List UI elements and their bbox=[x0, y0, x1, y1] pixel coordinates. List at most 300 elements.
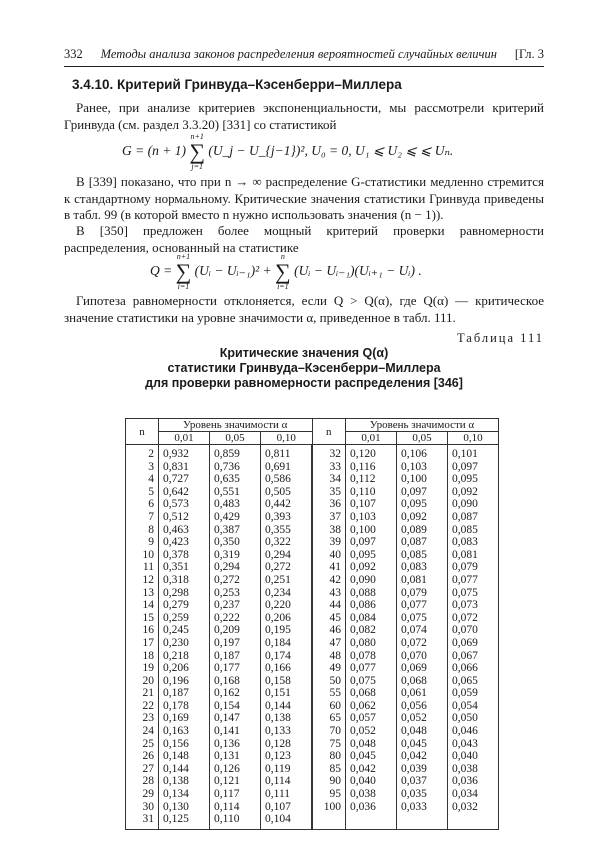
cell-value: 0,727 bbox=[159, 473, 210, 486]
cell-n: 40 bbox=[312, 549, 346, 562]
table-row bbox=[126, 498, 499, 511]
page-number: 332 bbox=[64, 47, 83, 61]
cell-value: 0,387 bbox=[210, 524, 261, 537]
cell-value: 0,103 bbox=[397, 461, 448, 474]
paragraph-1: Ранее, при анализе критериев экспоненциальности, мы рассмотрели критерий Гринвуда (см. раздел 3.3.20) [331] со статистикой bbox=[64, 100, 544, 132]
table-row bbox=[126, 687, 499, 700]
cell-value: 0,036 bbox=[448, 775, 499, 788]
table-row bbox=[126, 599, 499, 612]
cell-value: 0,512 bbox=[159, 511, 210, 524]
cell-n: 26 bbox=[126, 750, 159, 763]
table-body bbox=[126, 445, 499, 830]
cell-value: 0,070 bbox=[448, 624, 499, 637]
cell-value: 0,294 bbox=[210, 561, 261, 574]
cell-value: 0,110 bbox=[346, 486, 397, 499]
cell-value: 0,054 bbox=[448, 700, 499, 713]
cell-n: 24 bbox=[126, 725, 159, 738]
cell-n: 9 bbox=[126, 536, 159, 549]
cell-n: 44 bbox=[312, 599, 346, 612]
sum-symbol: n+1 ∑ j=1 bbox=[189, 132, 206, 171]
header-n-left: n bbox=[126, 419, 159, 445]
cell-value: 0,092 bbox=[448, 486, 499, 499]
header-level-right: Уровень значимости α bbox=[346, 419, 499, 432]
cell-n: 43 bbox=[312, 587, 346, 600]
formula-q-left: Q = bbox=[150, 263, 173, 279]
cell-value: 0,095 bbox=[346, 549, 397, 562]
cell-n: 15 bbox=[126, 612, 159, 625]
cell-n: 17 bbox=[126, 637, 159, 650]
cell-n: 46 bbox=[312, 624, 346, 637]
cell-value: 0,220 bbox=[261, 599, 313, 612]
cell-value bbox=[346, 813, 397, 829]
cell-value: 0,120 bbox=[346, 445, 397, 461]
cell-n: 11 bbox=[126, 561, 159, 574]
table-row bbox=[126, 511, 499, 524]
table-row bbox=[126, 763, 499, 776]
table-row bbox=[126, 574, 499, 587]
cell-value: 0,222 bbox=[210, 612, 261, 625]
cell-n: 32 bbox=[312, 445, 346, 461]
cell-value: 0,103 bbox=[346, 511, 397, 524]
cell-value: 0,038 bbox=[346, 788, 397, 801]
cell-value: 0,037 bbox=[397, 775, 448, 788]
cell-value: 0,177 bbox=[210, 662, 261, 675]
cell-value: 0,077 bbox=[397, 599, 448, 612]
cell-n: 35 bbox=[312, 486, 346, 499]
cell-n: 10 bbox=[126, 549, 159, 562]
sum-lower-limit: j=1 bbox=[191, 162, 203, 171]
cell-n: 38 bbox=[312, 524, 346, 537]
cell-value: 0,318 bbox=[159, 574, 210, 587]
cell-value: 0,253 bbox=[210, 587, 261, 600]
cell-n: 80 bbox=[312, 750, 346, 763]
header-alpha-010-left: 0,10 bbox=[261, 432, 313, 445]
table-row bbox=[126, 725, 499, 738]
table-row bbox=[126, 637, 499, 650]
table-row bbox=[126, 461, 499, 474]
table-number: Таблица 111 bbox=[456, 331, 544, 345]
sum1-upper-limit: n+1 bbox=[176, 252, 191, 261]
cell-value: 0,322 bbox=[261, 536, 313, 549]
cell-value: 0,052 bbox=[346, 725, 397, 738]
cell-value: 0,080 bbox=[346, 637, 397, 650]
cell-value: 0,126 bbox=[210, 763, 261, 776]
cell-n: 85 bbox=[312, 763, 346, 776]
cell-value: 0,111 bbox=[261, 788, 313, 801]
cell-value: 0,393 bbox=[261, 511, 313, 524]
cell-value: 0,831 bbox=[159, 461, 210, 474]
cell-value: 0,072 bbox=[397, 637, 448, 650]
cell-n: 12 bbox=[126, 574, 159, 587]
cell-n: 45 bbox=[312, 612, 346, 625]
cell-value: 0,079 bbox=[448, 561, 499, 574]
cell-n: 95 bbox=[312, 788, 346, 801]
cell-n: 75 bbox=[312, 738, 346, 751]
cell-value: 0,859 bbox=[210, 445, 261, 461]
table-caption-line-3: для проверки равномерности распределения [346] bbox=[145, 376, 463, 390]
section-title: 3.4.10. Критерий Гринвуда–Кэсенберри–Миллера bbox=[72, 77, 402, 92]
table-row bbox=[126, 750, 499, 763]
cell-value: 0,166 bbox=[261, 662, 313, 675]
paragraph-3: В [350] предложен более мощный критерий проверки равномерности распределения, основанный на статистике bbox=[64, 223, 544, 255]
cell-value: 0,133 bbox=[261, 725, 313, 738]
cell-value: 0,070 bbox=[397, 650, 448, 663]
running-title: Методы анализа законов распределения вероятностей случайных величин bbox=[100, 47, 497, 61]
cell-value: 0,052 bbox=[397, 712, 448, 725]
cell-n: 100 bbox=[312, 801, 346, 814]
cell-value: 0,351 bbox=[159, 561, 210, 574]
table-row bbox=[126, 675, 499, 688]
cell-value: 0,040 bbox=[346, 775, 397, 788]
cell-value: 0,100 bbox=[397, 473, 448, 486]
cell-value: 0,483 bbox=[210, 498, 261, 511]
cell-value: 0,057 bbox=[346, 712, 397, 725]
cell-value: 0,691 bbox=[261, 461, 313, 474]
cell-n: 48 bbox=[312, 650, 346, 663]
cell-value: 0,056 bbox=[397, 700, 448, 713]
cell-value: 0,042 bbox=[397, 750, 448, 763]
cell-n: 8 bbox=[126, 524, 159, 537]
paragraph-4: Гипотеза равномерности отклоняется, если Q > Q(α), где Q(α) — критическое значение статистики на уровне значимости α, приведенное в табл. 111. bbox=[64, 293, 544, 325]
cell-value: 0,298 bbox=[159, 587, 210, 600]
cell-n: 29 bbox=[126, 788, 159, 801]
cell-value bbox=[448, 813, 499, 829]
cell-n: 13 bbox=[126, 587, 159, 600]
header-alpha-001-left: 0,01 bbox=[159, 432, 210, 445]
cell-n: 4 bbox=[126, 473, 159, 486]
sum1-lower-limit: i=1 bbox=[177, 282, 190, 291]
table-row bbox=[126, 486, 499, 499]
cell-value: 0,163 bbox=[159, 725, 210, 738]
cell-n: 34 bbox=[312, 473, 346, 486]
cell-value: 0,042 bbox=[346, 763, 397, 776]
header-alpha-010-right: 0,10 bbox=[448, 432, 499, 445]
cell-value: 0,147 bbox=[210, 712, 261, 725]
cell-value: 0,107 bbox=[346, 498, 397, 511]
cell-n: 30 bbox=[126, 801, 159, 814]
cell-value: 0,138 bbox=[159, 775, 210, 788]
cell-n: 90 bbox=[312, 775, 346, 788]
cell-value: 0,089 bbox=[397, 524, 448, 537]
cell-value: 0,079 bbox=[397, 587, 448, 600]
table-row bbox=[126, 813, 499, 829]
cell-value: 0,092 bbox=[397, 511, 448, 524]
cell-n: 50 bbox=[312, 675, 346, 688]
cell-value: 0,101 bbox=[448, 445, 499, 461]
cell-value: 0,319 bbox=[210, 549, 261, 562]
cell-value: 0,073 bbox=[448, 599, 499, 612]
cell-n: 36 bbox=[312, 498, 346, 511]
cell-value: 0,077 bbox=[346, 662, 397, 675]
cell-value: 0,095 bbox=[448, 473, 499, 486]
cell-value: 0,081 bbox=[448, 549, 499, 562]
cell-value: 0,097 bbox=[346, 536, 397, 549]
cell-value: 0,156 bbox=[159, 738, 210, 751]
table-row bbox=[126, 524, 499, 537]
cell-n: 21 bbox=[126, 687, 159, 700]
cell-value: 0,075 bbox=[346, 675, 397, 688]
cell-n: 22 bbox=[126, 700, 159, 713]
table-row bbox=[126, 801, 499, 814]
cell-value: 0,062 bbox=[346, 700, 397, 713]
table-caption-line-2: статистики Гринвуда–Кэсенберри–Миллера bbox=[167, 361, 441, 375]
cell-value: 0,230 bbox=[159, 637, 210, 650]
cell-n: 55 bbox=[312, 687, 346, 700]
cell-value: 0,110 bbox=[210, 813, 261, 829]
cell-value: 0,090 bbox=[448, 498, 499, 511]
cell-value: 0,151 bbox=[261, 687, 313, 700]
cell-n: 27 bbox=[126, 763, 159, 776]
cell-value: 0,130 bbox=[159, 801, 210, 814]
cell-value: 0,158 bbox=[261, 675, 313, 688]
cell-value: 0,084 bbox=[346, 612, 397, 625]
cell-value: 0,038 bbox=[448, 763, 499, 776]
cell-n: 28 bbox=[126, 775, 159, 788]
sum-symbol-2: n ∑ i=1 bbox=[275, 252, 291, 291]
cell-value: 0,811 bbox=[261, 445, 313, 461]
cell-value: 0,046 bbox=[448, 725, 499, 738]
cell-value: 0,068 bbox=[397, 675, 448, 688]
sum2-upper-limit: n bbox=[280, 252, 285, 261]
cell-value: 0,144 bbox=[159, 763, 210, 776]
cell-value: 0,043 bbox=[448, 738, 499, 751]
cell-n: 70 bbox=[312, 725, 346, 738]
cell-value: 0,106 bbox=[397, 445, 448, 461]
cell-n: 25 bbox=[126, 738, 159, 751]
cell-value: 0,104 bbox=[261, 813, 313, 829]
cell-value: 0,429 bbox=[210, 511, 261, 524]
cell-value: 0,148 bbox=[159, 750, 210, 763]
cell-n: 37 bbox=[312, 511, 346, 524]
table-row bbox=[126, 662, 499, 675]
header-alpha-005-left: 0,05 bbox=[210, 432, 261, 445]
cell-value: 0,174 bbox=[261, 650, 313, 663]
table-caption-line-1: Критические значения Q(α) bbox=[219, 346, 389, 360]
formula-g-left: G = (n + 1) bbox=[122, 143, 186, 159]
cell-value: 0,061 bbox=[397, 687, 448, 700]
cell-value: 0,355 bbox=[261, 524, 313, 537]
cell-value: 0,085 bbox=[397, 549, 448, 562]
cell-n: 6 bbox=[126, 498, 159, 511]
cell-value: 0,114 bbox=[210, 801, 261, 814]
cell-value: 0,168 bbox=[210, 675, 261, 688]
cell-value: 0,134 bbox=[159, 788, 210, 801]
cell-n: 19 bbox=[126, 662, 159, 675]
table-row bbox=[126, 473, 499, 486]
cell-value: 0,034 bbox=[448, 788, 499, 801]
cell-value: 0,069 bbox=[448, 637, 499, 650]
cell-value: 0,184 bbox=[261, 637, 313, 650]
header-level-left: Уровень значимости α bbox=[159, 419, 313, 432]
cell-value: 0,036 bbox=[346, 801, 397, 814]
cell-value: 0,068 bbox=[346, 687, 397, 700]
cell-value: 0,932 bbox=[159, 445, 210, 461]
header-alpha-005-right: 0,05 bbox=[397, 432, 448, 445]
cell-value: 0,209 bbox=[210, 624, 261, 637]
cell-value: 0,196 bbox=[159, 675, 210, 688]
cell-value: 0,078 bbox=[346, 650, 397, 663]
cell-value: 0,463 bbox=[159, 524, 210, 537]
cell-n bbox=[312, 813, 346, 829]
cell-value: 0,077 bbox=[448, 574, 499, 587]
chapter-label: [Гл. 3 bbox=[514, 47, 544, 61]
cell-value: 0,114 bbox=[261, 775, 313, 788]
cell-value: 0,442 bbox=[261, 498, 313, 511]
table-row bbox=[126, 712, 499, 725]
cell-value: 0,121 bbox=[210, 775, 261, 788]
cell-value: 0,035 bbox=[397, 788, 448, 801]
greenwood-formula bbox=[122, 132, 453, 172]
cell-value: 0,378 bbox=[159, 549, 210, 562]
cell-n: 33 bbox=[312, 461, 346, 474]
formula-q-body-1: (Uᵢ − Uᵢ₋₁)² + bbox=[194, 263, 272, 279]
cell-value: 0,141 bbox=[210, 725, 261, 738]
table-row bbox=[126, 561, 499, 574]
cell-n: 7 bbox=[126, 511, 159, 524]
cell-value: 0,197 bbox=[210, 637, 261, 650]
cell-n: 16 bbox=[126, 624, 159, 637]
q-statistic-formula bbox=[150, 252, 422, 292]
table-row bbox=[126, 775, 499, 788]
cell-value: 0,144 bbox=[261, 700, 313, 713]
running-head bbox=[64, 47, 544, 63]
cell-value: 0,736 bbox=[210, 461, 261, 474]
cell-value: 0,117 bbox=[210, 788, 261, 801]
cell-value: 0,187 bbox=[210, 650, 261, 663]
cell-value: 0,218 bbox=[159, 650, 210, 663]
table-row bbox=[126, 536, 499, 549]
cell-value: 0,162 bbox=[210, 687, 261, 700]
cell-value: 0,128 bbox=[261, 738, 313, 751]
cell-value: 0,045 bbox=[397, 738, 448, 751]
cell-value: 0,097 bbox=[448, 461, 499, 474]
cell-value: 0,131 bbox=[210, 750, 261, 763]
cell-value: 0,551 bbox=[210, 486, 261, 499]
cell-value: 0,642 bbox=[159, 486, 210, 499]
table-row bbox=[126, 700, 499, 713]
sum2-lower-limit: i=1 bbox=[277, 282, 289, 291]
cell-value: 0,586 bbox=[261, 473, 313, 486]
cell-value: 0,066 bbox=[448, 662, 499, 675]
table-row bbox=[126, 738, 499, 751]
cell-n: 31 bbox=[126, 813, 159, 829]
cell-value: 0,048 bbox=[346, 738, 397, 751]
cell-value: 0,081 bbox=[397, 574, 448, 587]
cell-value: 0,100 bbox=[346, 524, 397, 537]
cell-n: 23 bbox=[126, 712, 159, 725]
cell-value bbox=[397, 813, 448, 829]
cell-value: 0,635 bbox=[210, 473, 261, 486]
cell-value: 0,039 bbox=[397, 763, 448, 776]
formula-q-body-2: (Uᵢ − Uᵢ₋₁)(Uᵢ₊₁ − Uᵢ) . bbox=[294, 263, 422, 279]
cell-value: 0,505 bbox=[261, 486, 313, 499]
cell-value: 0,187 bbox=[159, 687, 210, 700]
cell-value: 0,123 bbox=[261, 750, 313, 763]
cell-value: 0,048 bbox=[397, 725, 448, 738]
cell-value: 0,119 bbox=[261, 763, 313, 776]
cell-value: 0,195 bbox=[261, 624, 313, 637]
header-rule bbox=[64, 66, 544, 67]
cell-value: 0,112 bbox=[346, 473, 397, 486]
cell-value: 0,095 bbox=[397, 498, 448, 511]
sum-upper-limit: n+1 bbox=[190, 132, 204, 141]
table-row bbox=[126, 788, 499, 801]
cell-value: 0,083 bbox=[448, 536, 499, 549]
cell-value: 0,245 bbox=[159, 624, 210, 637]
cell-value: 0,040 bbox=[448, 750, 499, 763]
cell-value: 0,090 bbox=[346, 574, 397, 587]
cell-value: 0,045 bbox=[346, 750, 397, 763]
cell-value: 0,234 bbox=[261, 587, 313, 600]
sum-symbol-1: n+1 ∑ i=1 bbox=[175, 252, 192, 291]
cell-n: 18 bbox=[126, 650, 159, 663]
formula-g-body: (U_j − U_{j−1})², U₀ = 0, U₁ ⩽ U₂ ⩽ ⩽ Uₙ. bbox=[208, 143, 454, 159]
cell-n: 42 bbox=[312, 574, 346, 587]
cell-n: 41 bbox=[312, 561, 346, 574]
table-row bbox=[126, 624, 499, 637]
cell-value: 0,138 bbox=[261, 712, 313, 725]
cell-value: 0,178 bbox=[159, 700, 210, 713]
header-alpha-001-right: 0,01 bbox=[346, 432, 397, 445]
cell-value: 0,116 bbox=[346, 461, 397, 474]
cell-value: 0,082 bbox=[346, 624, 397, 637]
cell-value: 0,169 bbox=[159, 712, 210, 725]
cell-value: 0,097 bbox=[397, 486, 448, 499]
header-n-right: n bbox=[312, 419, 346, 445]
cell-value: 0,237 bbox=[210, 599, 261, 612]
cell-value: 0,251 bbox=[261, 574, 313, 587]
cell-value: 0,033 bbox=[397, 801, 448, 814]
cell-n: 60 bbox=[312, 700, 346, 713]
cell-value: 0,092 bbox=[346, 561, 397, 574]
cell-value: 0,069 bbox=[397, 662, 448, 675]
table-row bbox=[126, 612, 499, 625]
cell-n: 39 bbox=[312, 536, 346, 549]
cell-value: 0,154 bbox=[210, 700, 261, 713]
cell-n: 49 bbox=[312, 662, 346, 675]
cell-value: 0,136 bbox=[210, 738, 261, 751]
cell-value: 0,259 bbox=[159, 612, 210, 625]
cell-n: 20 bbox=[126, 675, 159, 688]
table-row bbox=[126, 549, 499, 562]
cell-value: 0,573 bbox=[159, 498, 210, 511]
cell-value: 0,279 bbox=[159, 599, 210, 612]
cell-value: 0,086 bbox=[346, 599, 397, 612]
cell-value: 0,074 bbox=[397, 624, 448, 637]
cell-value: 0,075 bbox=[397, 612, 448, 625]
cell-value: 0,087 bbox=[397, 536, 448, 549]
cell-n: 3 bbox=[126, 461, 159, 474]
cell-value: 0,087 bbox=[448, 511, 499, 524]
cell-n: 5 bbox=[126, 486, 159, 499]
cell-value: 0,083 bbox=[397, 561, 448, 574]
cell-value: 0,272 bbox=[210, 574, 261, 587]
cell-value: 0,059 bbox=[448, 687, 499, 700]
cell-value: 0,075 bbox=[448, 587, 499, 600]
cell-value: 0,085 bbox=[448, 524, 499, 537]
cell-value: 0,072 bbox=[448, 612, 499, 625]
cell-value: 0,294 bbox=[261, 549, 313, 562]
table-row bbox=[126, 445, 499, 461]
cell-value: 0,088 bbox=[346, 587, 397, 600]
cell-value: 0,206 bbox=[261, 612, 313, 625]
cell-n: 14 bbox=[126, 599, 159, 612]
cell-value: 0,050 bbox=[448, 712, 499, 725]
cell-value: 0,423 bbox=[159, 536, 210, 549]
cell-n: 65 bbox=[312, 712, 346, 725]
cell-value: 0,272 bbox=[261, 561, 313, 574]
table-row bbox=[126, 650, 499, 663]
